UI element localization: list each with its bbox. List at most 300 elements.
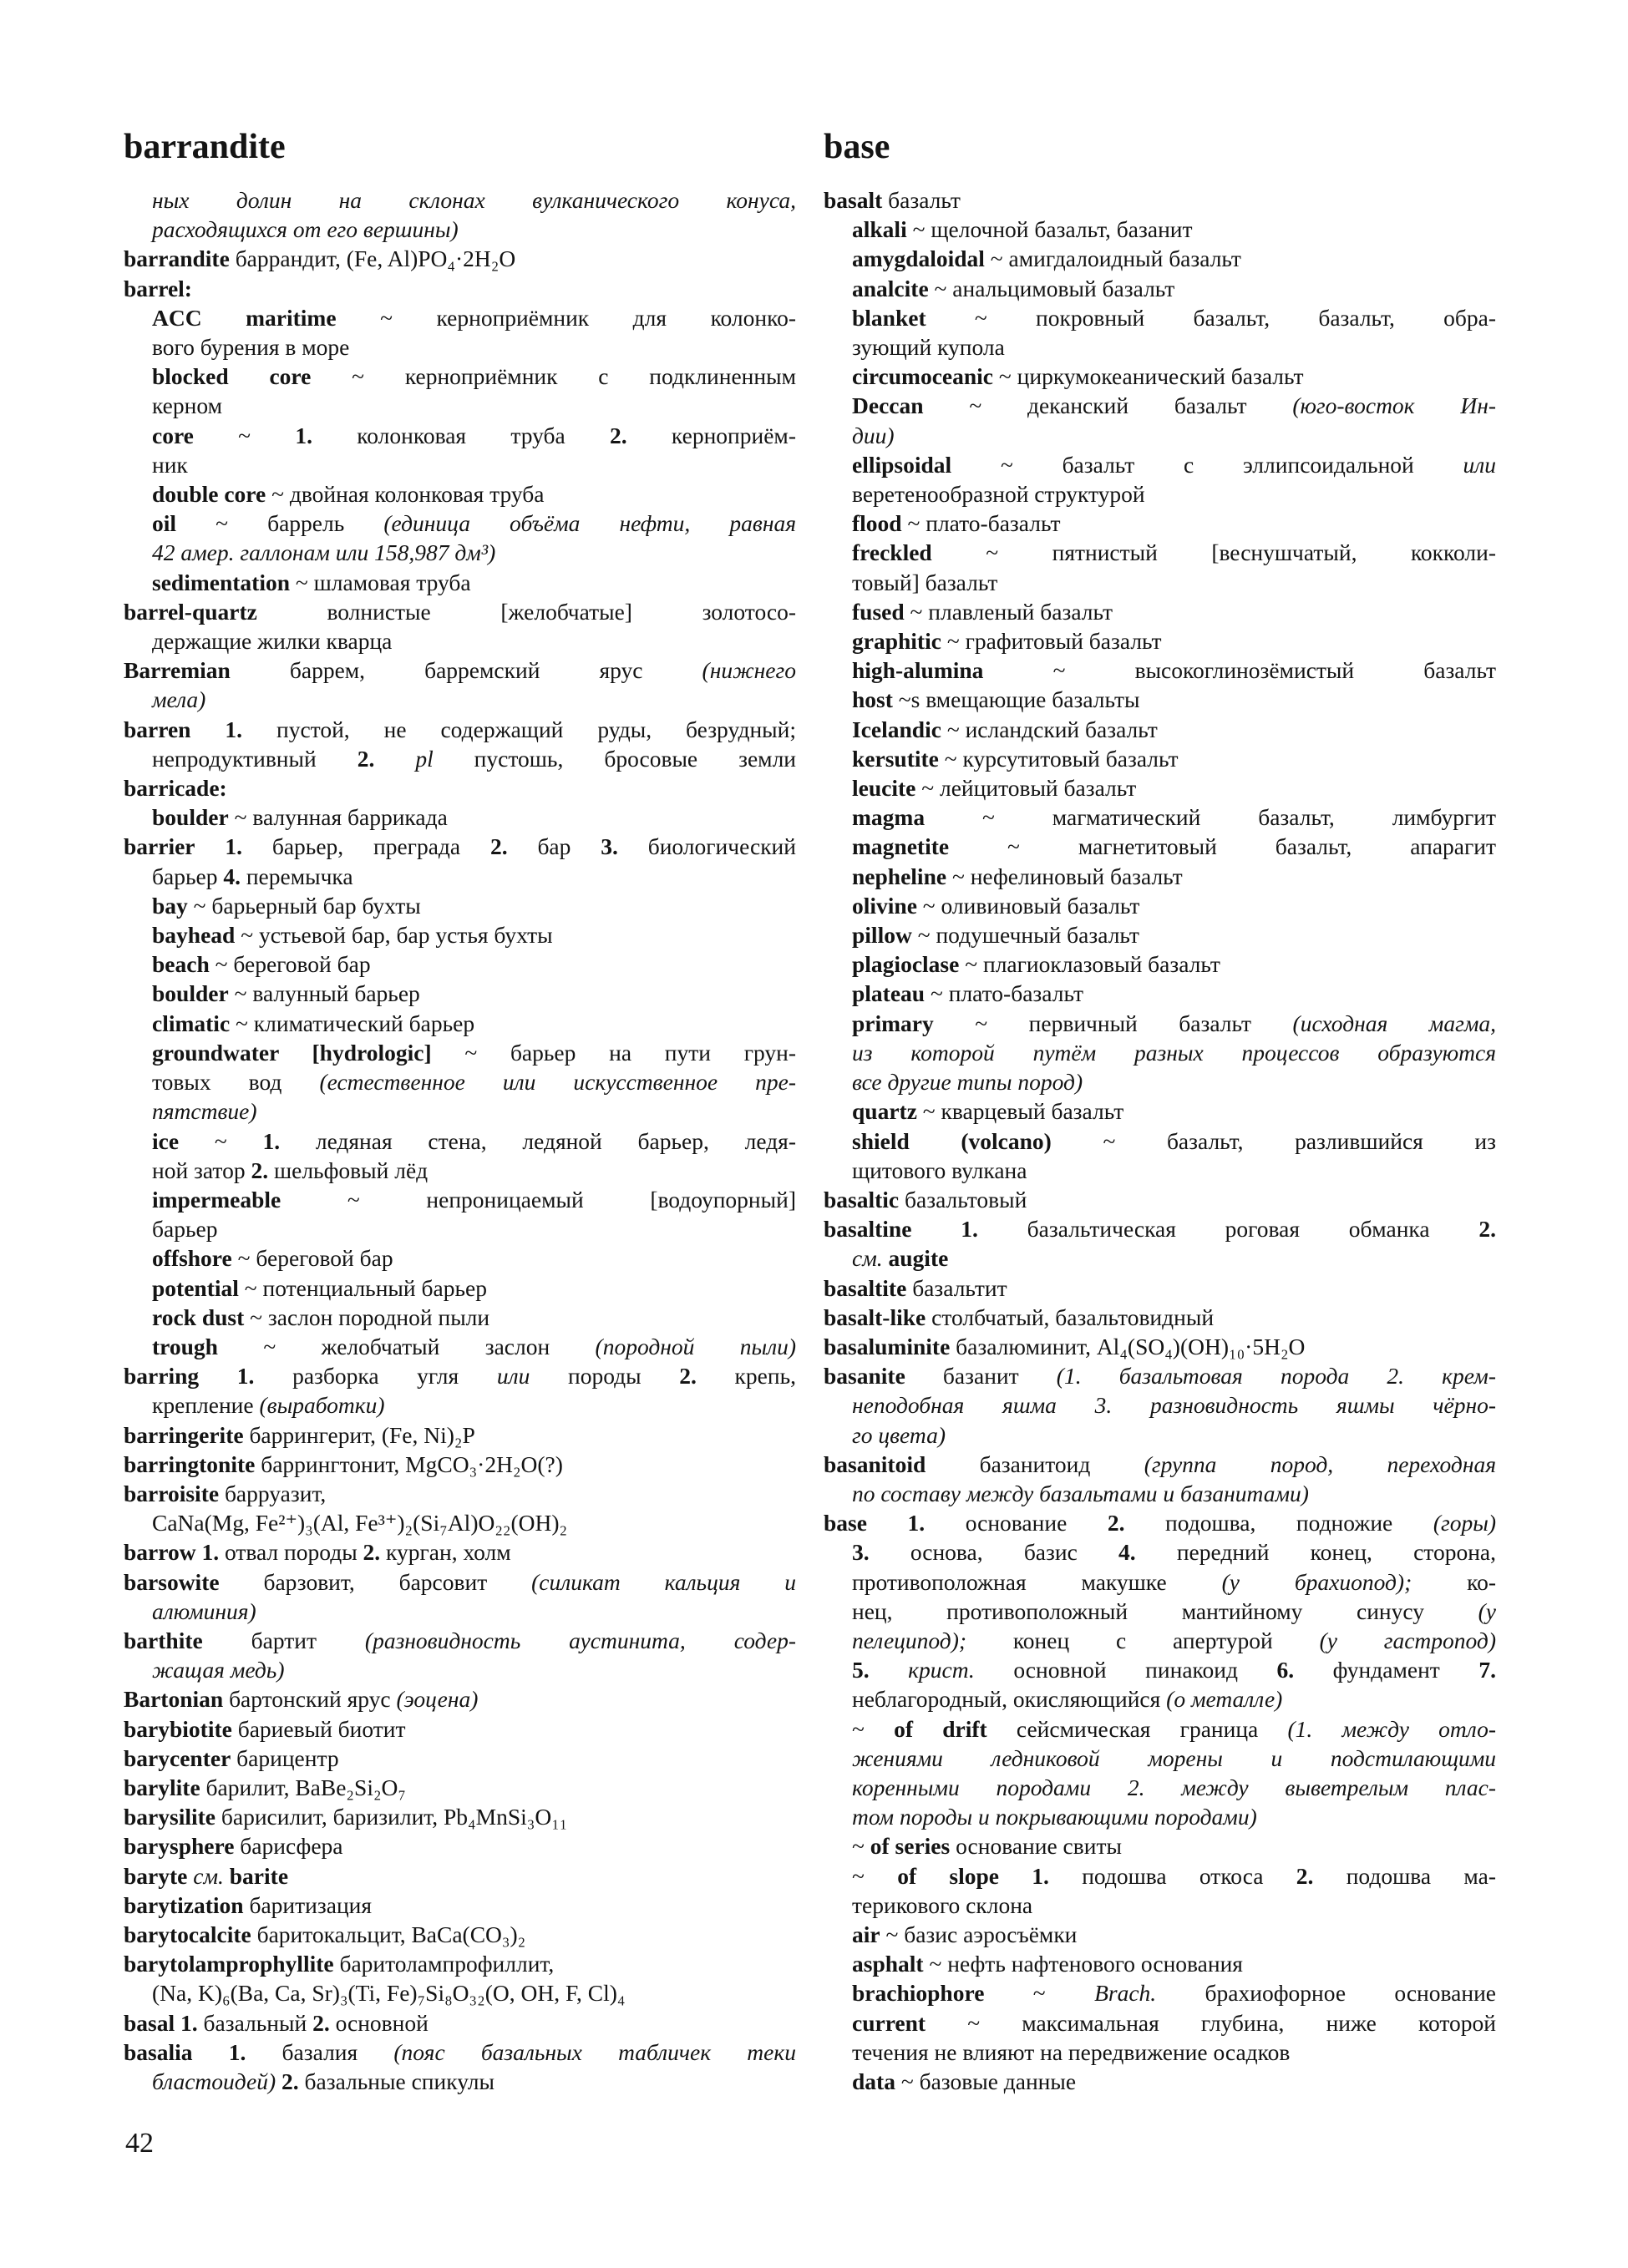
definition-text: ~ магматический базальт, лимбургит: [925, 804, 1496, 831]
headword-text: 2.: [610, 422, 627, 448]
entry-continuation-line: [824, 1744, 1496, 1773]
definition-text: ~ первичный базальт: [933, 1010, 1293, 1036]
entry-continuation-line: [124, 1273, 796, 1303]
entry-continuation-line: [824, 597, 1496, 626]
headword-text: 7.: [1478, 1657, 1496, 1683]
definition-text: [190, 716, 225, 742]
definition-text: баритокальцит, BaCa(CO₃)₂: [251, 1921, 526, 1947]
entry-line: [124, 597, 796, 626]
headword-text: barrow: [124, 1539, 196, 1566]
italic-note: ных долин на склонах вулканического конуса,: [152, 187, 796, 213]
headword-text: Deccan: [852, 392, 924, 419]
definition-text: брахиофорное основание: [1156, 1980, 1496, 2007]
entry-continuation-line: [824, 1479, 1496, 1508]
headword-text: 2.: [357, 745, 375, 772]
entry-line: [824, 185, 1496, 215]
headword-text: barycenter: [124, 1744, 231, 1771]
headword-text: air: [852, 1921, 880, 1947]
dictionary-column-left: [124, 185, 796, 2096]
headword-text: 2.: [1478, 1216, 1496, 1243]
headword-text: baryte: [124, 1862, 188, 1889]
definition-text: ник: [152, 451, 188, 478]
definition-text: барицентр: [231, 1744, 339, 1771]
entry-line: [824, 1508, 1496, 1537]
definition-text: барисилит, баризилит, Pb₄MnSi₃O₁₁: [216, 1804, 568, 1830]
definition-text: барьер: [152, 1216, 218, 1243]
entry-continuation-line: [824, 1802, 1496, 1831]
entry-continuation-line: [124, 1126, 796, 1156]
entry-continuation-line: [124, 185, 796, 215]
headword-text: climatic: [152, 1010, 231, 1036]
entry-continuation-line: [824, 421, 1496, 450]
definition-text: зующий купола: [852, 334, 1005, 361]
definition-text: ~ устьевой бар, бар устья бухты: [235, 922, 553, 949]
guide-word-right: base: [824, 128, 890, 166]
italic-note: (группа пород, переходная: [1144, 1450, 1496, 1477]
entry-continuation-line: [824, 332, 1496, 362]
headword-text: Bartonian: [124, 1686, 224, 1713]
entry-continuation-line: [124, 920, 796, 949]
headword-text: of slope: [897, 1862, 999, 1889]
headword-text: magnetite: [852, 833, 950, 860]
definition-text: [276, 2068, 281, 2094]
headword-text: beach: [152, 951, 210, 978]
entry-continuation-line: [124, 1303, 796, 1332]
definition-text: [911, 1216, 961, 1242]
italic-note: (естественное или искусственное пре-: [319, 1069, 796, 1096]
definition-text: неблагородный, окисляющийся: [852, 1686, 1167, 1713]
definition-text: ~: [179, 1127, 263, 1154]
headword-text: 1.: [262, 1127, 281, 1154]
headword-text: leucite: [852, 775, 916, 802]
entry-continuation-line: [124, 450, 796, 479]
entry-continuation-line: [124, 1156, 796, 1185]
headword-text: alkali: [852, 216, 907, 243]
headword-text: 2.: [679, 1363, 697, 1390]
definition-text: фундамент: [1294, 1657, 1479, 1683]
italic-note: (единица объёма нефти, равная: [383, 510, 796, 537]
definition-text: [867, 1510, 908, 1536]
definition-text: ~ анальцимовый базальт: [928, 275, 1175, 301]
definition-text: базальтическая роговая обманка: [977, 1216, 1479, 1243]
definition-text: столбчатый, базальтовидный: [926, 1304, 1215, 1330]
definition-text: базанитоид: [926, 1450, 1144, 1477]
definition-text: ~ нефелиновый базальт: [946, 863, 1183, 889]
definition-text: ~ графитовый базальт: [941, 628, 1162, 655]
headword-text: 2.: [489, 833, 508, 860]
definition-text: крепь,: [696, 1363, 796, 1390]
headword-text: barren: [124, 716, 191, 742]
definition-text: ~: [984, 1980, 1095, 2007]
headword-text: Barremian: [124, 657, 231, 684]
entry-continuation-line: [824, 744, 1496, 773]
definition-text: барилит, BaBe₂Si₂O₇: [200, 1774, 406, 1800]
headword-text: barsowite: [124, 1568, 220, 1595]
definition-text: [175, 2010, 180, 2036]
definition-text: [224, 1863, 230, 1889]
definition-text: бартонский ярус: [223, 1686, 397, 1713]
entry-line: [124, 1920, 796, 1949]
italic-note: пятствие): [152, 1098, 257, 1125]
dictionary-column-right: [824, 185, 1496, 2096]
entry-line: [124, 1450, 796, 1479]
headword-text: groundwater [hydrologic]: [152, 1039, 432, 1066]
headword-text: 4.: [1118, 1539, 1136, 1566]
definition-text: [195, 833, 226, 859]
headword-text: magma: [852, 804, 926, 831]
definition-text: ~ плагиоклазовый базальт: [959, 951, 1220, 978]
entry-continuation-line: [824, 1067, 1496, 1096]
definition-text: ной затор: [152, 1157, 251, 1183]
italic-note: том породы и покрывающими породами): [852, 1804, 1257, 1830]
definition-text: отвал породы: [219, 1539, 363, 1566]
definition-text: баррингтонит, MgCO₃·2H₂O(?): [255, 1450, 563, 1477]
italic-note: (пояс базальных табличек теки: [393, 2038, 796, 2065]
headword-text: impermeable: [152, 1186, 281, 1212]
entry-continuation-line: [824, 2067, 1496, 2096]
italic-note: см.: [852, 1245, 883, 1272]
entry-continuation-line: [824, 1038, 1496, 1067]
entry-continuation-line: [824, 1978, 1496, 2007]
headword-text: asphalt: [852, 1951, 924, 1977]
headword-text: 1.: [225, 833, 242, 860]
entry-continuation-line: [124, 979, 796, 1008]
italic-note: (нижнего: [702, 657, 796, 684]
italic-note: или: [496, 1363, 530, 1390]
definition-text: базальтит: [906, 1274, 1007, 1301]
italic-note: 42 амер. галлонам или 158,987 дм³): [152, 539, 496, 566]
definition-text: ~ валунный барьер: [228, 980, 420, 1007]
guide-word-left: barrandite: [124, 128, 286, 166]
entry-continuation-line: [824, 1684, 1496, 1714]
definition-text: базанит: [905, 1363, 1057, 1390]
definition-text: ~ пятнистый [веснушчатый, кокколи-: [931, 539, 1496, 566]
definition-text: баррем, барремский ярус: [230, 657, 702, 684]
headword-text: ACC maritime: [152, 304, 337, 331]
definition-text: ~ потенциальный барьер: [238, 1274, 487, 1301]
definition-text: ~ плавленый базальт: [904, 598, 1113, 625]
definition-text: основной пинакоид: [974, 1657, 1277, 1683]
headword-text: host: [852, 686, 893, 713]
headword-text: ice: [152, 1127, 180, 1154]
headword-text: kersutite: [852, 745, 939, 772]
definition-text: курган, холм: [380, 1539, 511, 1566]
headword-text: rock dust: [152, 1304, 245, 1330]
entry-line: [124, 1773, 796, 1802]
entry-continuation-line: [124, 1067, 796, 1096]
definition-text: веретенообразной структурой: [852, 481, 1145, 508]
entry-continuation-line: [124, 391, 796, 420]
headword-text: 1.: [180, 2009, 198, 2036]
definition-text: барьер, преграда: [242, 833, 490, 860]
italic-note: жениями ледниковой морены и подстилающими: [852, 1744, 1496, 1771]
headword-text: bay: [152, 892, 188, 919]
entry-continuation-line: [824, 979, 1496, 1008]
entry-line: [124, 1831, 796, 1860]
definition-text: ~ керноприёмник для колонко-: [336, 304, 796, 331]
definition-text: ~ желобчатый заслон: [217, 1333, 596, 1359]
headword-text: sedimentation: [152, 569, 290, 595]
headword-text: 4.: [223, 863, 241, 889]
entry-continuation-line: [824, 391, 1496, 420]
entry-continuation-line: [124, 509, 796, 538]
entry-line: [124, 1684, 796, 1714]
entry-continuation-line: [824, 303, 1496, 332]
headword-text: basalia: [124, 2038, 193, 2065]
headword-text: high-alumina: [852, 657, 984, 684]
italic-note: (эоцена): [396, 1686, 479, 1713]
headword-text: barringtonite: [124, 1450, 256, 1477]
definition-text: ~s вмещающие базальты: [892, 686, 1140, 713]
entry-continuation-line: [824, 450, 1496, 479]
headword-text: boulder: [152, 804, 229, 831]
definition-text: барзовит, барсовит: [219, 1568, 532, 1595]
entry-continuation-line: [824, 1949, 1496, 1978]
headword-text: basaltic: [824, 1186, 900, 1212]
definition-text: базальтовый: [899, 1186, 1027, 1212]
definition-text: [883, 1245, 889, 1271]
entry-continuation-line: [124, 949, 796, 979]
headword-text: quartz: [852, 1098, 917, 1125]
definition-text: ~ базальт, разлившийся из: [1051, 1127, 1496, 1154]
entry-continuation-line: [124, 362, 796, 391]
definition-text: подошва откоса: [1048, 1862, 1296, 1889]
entry-continuation-line: [824, 1567, 1496, 1597]
definition-text: основание: [925, 1510, 1108, 1536]
entry-continuation-line: [824, 832, 1496, 861]
entry-line: [824, 1361, 1496, 1390]
definition-text: барруазит,: [219, 1480, 327, 1506]
headword-text: double core: [152, 481, 266, 508]
definition-text: ~ деканский базальт: [923, 392, 1293, 419]
entry-continuation-line: [824, 568, 1496, 597]
italic-note: бластоидей): [152, 2068, 276, 2094]
entry-continuation-line: [124, 1332, 796, 1361]
headword-text: circumoceanic: [852, 363, 994, 390]
definition-text: ~ оливиновый базальт: [916, 892, 1140, 919]
definition-text: основа, базис: [869, 1539, 1118, 1566]
headword-text: ellipsoidal: [852, 451, 952, 478]
entry-continuation-line: [824, 362, 1496, 391]
headword-text: barrel:: [124, 275, 192, 301]
entry-continuation-line: [124, 802, 796, 832]
italic-note: или: [1463, 451, 1496, 478]
headword-text: boulder: [152, 980, 229, 1007]
headword-text: 2.: [1107, 1510, 1125, 1536]
italic-note: (о металле): [1166, 1686, 1283, 1713]
headword-text: blanket: [852, 304, 926, 331]
definition-text: ~: [852, 1833, 870, 1860]
definition-text: ~ покровный базальт, базальт, обра-: [926, 304, 1496, 331]
definition-text: непродуктивный: [152, 745, 358, 772]
headword-text: olivine: [852, 892, 917, 919]
italic-note: алюминия): [152, 1597, 256, 1624]
headword-text: plagioclase: [852, 951, 960, 978]
definition-text: ~ барьер на пути грун-: [431, 1039, 796, 1066]
entry-continuation-line: [124, 332, 796, 362]
entry-continuation-line: [124, 2067, 796, 2096]
italic-note: (1. базальтовая порода 2. крем-: [1056, 1363, 1496, 1390]
definition-text: ~ заслон породной пыли: [244, 1304, 490, 1330]
headword-text: barysilite: [124, 1804, 216, 1830]
headword-text: blocked core: [152, 363, 312, 390]
entry-continuation-line: [824, 1655, 1496, 1684]
definition-text: ~ подушечный базальт: [911, 922, 1139, 949]
definition-text: сейсмическая граница: [986, 1715, 1288, 1742]
entry-line: [124, 1626, 796, 1655]
entry-line: [124, 2038, 796, 2067]
entry-continuation-line: [824, 1243, 1496, 1273]
italic-note: (силикат кальция и: [531, 1568, 796, 1595]
entry-continuation-line: [124, 568, 796, 597]
definition-text: товый] базальт: [852, 569, 998, 595]
definition-text: крепление: [152, 1392, 260, 1419]
headword-text: barrel-quartz: [124, 598, 257, 625]
entry-continuation-line: [824, 1390, 1496, 1420]
definition-text: бартит: [202, 1627, 365, 1653]
headword-text: brachiophore: [852, 1980, 985, 2007]
entry-line: [124, 1420, 796, 1450]
entry-continuation-line: [824, 1714, 1496, 1744]
definition-text: щитового вулкана: [852, 1157, 1027, 1183]
italic-note: (у брахиопод);: [1221, 1568, 1412, 1595]
definition-text: баррингерит, (Fe, Ni)₂P: [243, 1421, 475, 1448]
definition-text: биологический: [617, 833, 796, 860]
entry-continuation-line: [124, 744, 796, 773]
entry-line: [824, 1273, 1496, 1303]
headword-text: 1.: [907, 1510, 926, 1536]
entry-continuation-line: [824, 656, 1496, 685]
headword-text: plateau: [852, 980, 926, 1007]
page-number: 42: [125, 2128, 154, 2159]
definition-text: ~ береговой бар: [231, 1245, 393, 1272]
definition-text: ледяная стена, ледяной барьер, ледя-: [280, 1127, 796, 1154]
entry-line: [124, 715, 796, 744]
entry-line: [124, 1479, 796, 1508]
entry-line: [124, 1361, 796, 1390]
entry-continuation-line: [124, 862, 796, 891]
definition-text: передний конец, сторона,: [1135, 1539, 1496, 1566]
entry-line: [124, 1567, 796, 1597]
headword-text: 5.: [852, 1657, 870, 1683]
entry-line: [124, 1891, 796, 1920]
entry-line: [824, 1214, 1496, 1243]
headword-text: 1.: [1032, 1862, 1049, 1889]
definition-text: перемычка: [240, 863, 353, 889]
headword-text: Icelandic: [852, 716, 941, 742]
definition-text: колонковая труба: [312, 422, 610, 448]
definition-text: базальные спикулы: [298, 2068, 494, 2094]
italic-note: (юго-восток Ин-: [1292, 392, 1496, 419]
entry-line: [124, 1744, 796, 1773]
headword-text: 1.: [295, 422, 312, 448]
headword-text: 1.: [201, 1539, 220, 1566]
entry-continuation-line: [124, 1508, 796, 1537]
definition-text: ~ керноприёмник с подклиненным: [311, 363, 796, 390]
headword-text: freckled: [852, 539, 932, 566]
headword-text: barrandite: [124, 246, 230, 272]
headword-text: trough: [152, 1333, 218, 1359]
italic-note: неподобная яшма 3. разновидность яшмы чёрно-: [852, 1392, 1496, 1419]
definition-text: ~ шламовая труба: [290, 569, 471, 595]
headword-text: fused: [852, 598, 905, 625]
entry-continuation-line: [824, 1861, 1496, 1891]
definition-text: разборка угля: [254, 1363, 497, 1390]
entry-line: [124, 1537, 796, 1567]
definition-text: ~: [852, 1862, 898, 1889]
italic-note: все другие типы пород): [852, 1069, 1083, 1096]
definition-text: ~ кварцевый базальт: [916, 1098, 1124, 1125]
italic-note: пелеципод);: [852, 1627, 967, 1653]
entry-continuation-line: [124, 421, 796, 450]
definition-text: подошва ма-: [1313, 1862, 1496, 1889]
entry-continuation-line: [824, 1126, 1496, 1156]
definition-text: ~ барьерный бар бухты: [187, 892, 421, 919]
italic-note: pl: [415, 745, 434, 772]
italic-note: (породной пыли): [595, 1333, 796, 1359]
entry-line: [124, 773, 796, 802]
entry-continuation-line: [124, 538, 796, 567]
definition-text: ~ циркумокеанический базальт: [993, 363, 1304, 390]
entry-continuation-line: [824, 920, 1496, 949]
headword-text: primary: [852, 1010, 934, 1036]
entry-continuation-line: [124, 685, 796, 714]
headword-text: core: [152, 422, 194, 448]
entry-line: [124, 274, 796, 303]
definition-text: ~ лейцитовый базальт: [915, 775, 1137, 802]
entry-continuation-line: [824, 949, 1496, 979]
entry-continuation-line: [124, 626, 796, 656]
entry-continuation-line: [124, 1597, 796, 1626]
entry-line: [124, 2008, 796, 2038]
entry-continuation-line: [824, 1891, 1496, 1920]
entry-continuation-line: [824, 274, 1496, 303]
headword-text: barytization: [124, 1891, 244, 1918]
italic-note: (у гастропод): [1319, 1627, 1496, 1653]
entry-continuation-line: [824, 1597, 1496, 1626]
definition-text: баритолампрофиллит,: [333, 1951, 555, 1977]
italic-note: мела): [152, 686, 206, 713]
entry-continuation-line: [124, 1243, 796, 1273]
definition-text: ко-: [1412, 1568, 1496, 1595]
headword-text: flood: [852, 510, 902, 537]
entry-continuation-line: [824, 802, 1496, 832]
entry-line: [124, 1949, 796, 1978]
definition-text: ~ береговой бар: [209, 951, 371, 978]
headword-text: 1.: [228, 2038, 246, 2065]
headword-text: base: [824, 1510, 867, 1536]
entry-continuation-line: [824, 1156, 1496, 1185]
headword-text: graphitic: [852, 628, 941, 655]
italic-note: го цвета): [852, 1421, 946, 1448]
entry-continuation-line: [824, 538, 1496, 567]
definition-text: ~ базальт с эллипсоидальной: [951, 451, 1463, 478]
headword-text: basaltine: [824, 1216, 912, 1243]
headword-text: nepheline: [852, 863, 947, 889]
entry-line: [824, 1450, 1496, 1479]
definition-text: базалия: [246, 2038, 394, 2065]
headword-text: basaluminite: [824, 1333, 951, 1359]
definition-text: терикового склона: [852, 1891, 1033, 1918]
headword-text: 2.: [363, 1539, 381, 1566]
entry-line: [124, 244, 796, 273]
definition-text: ~ курсутитовый базальт: [938, 745, 1179, 772]
entry-continuation-line: [824, 1009, 1496, 1038]
entry-continuation-line: [124, 891, 796, 920]
entry-continuation-line: [824, 479, 1496, 509]
entry-continuation-line: [824, 1626, 1496, 1655]
entry-line: [124, 1714, 796, 1744]
